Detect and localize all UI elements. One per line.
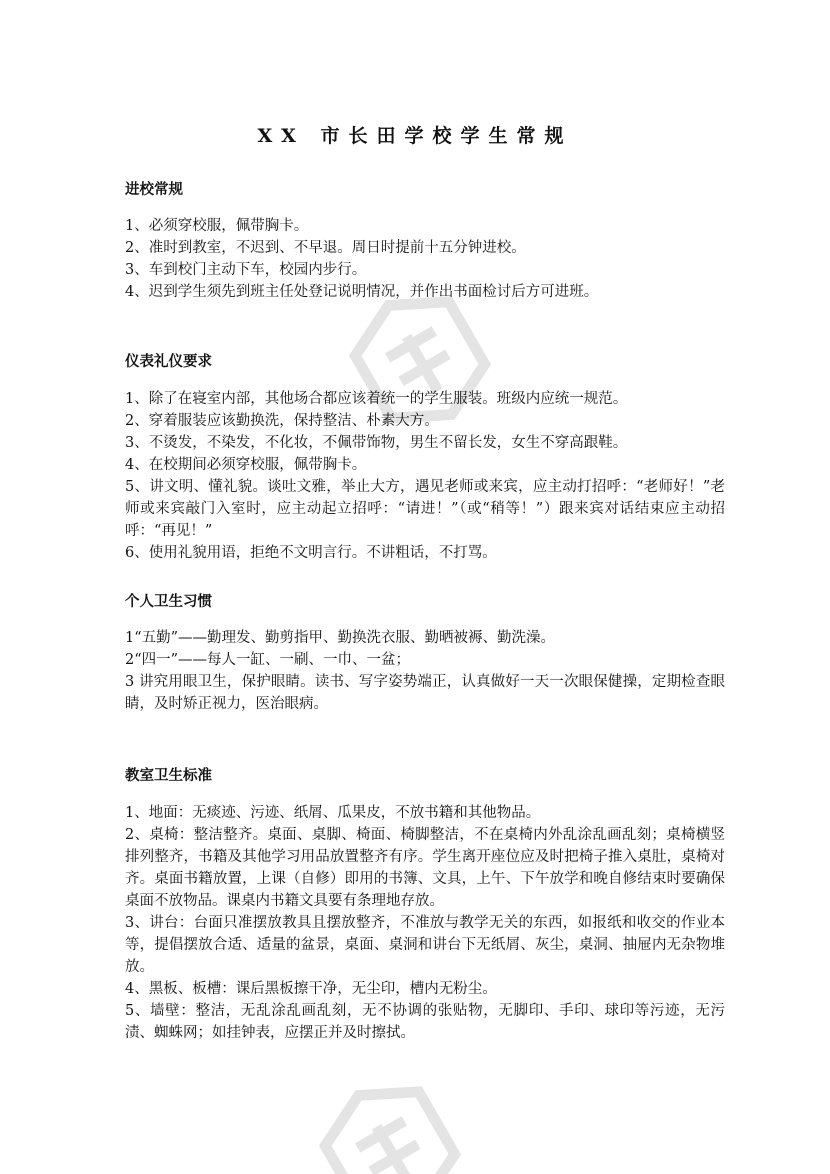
item-list	[125, 215, 725, 303]
section-heading: 仪表礼仪要求	[125, 354, 212, 370]
section-entry-rules	[125, 180, 725, 303]
item-list	[125, 388, 725, 564]
section-classroom-hygiene	[125, 766, 725, 1044]
list-item: 1、除了在寝室内部，其他场合都应该着统一的学生服装。班级内应统一规范。	[125, 391, 628, 407]
list-item: 2、准时到教室，不迟到、不早退。周日时提前十五分钟进校。	[125, 240, 526, 256]
list-item: 4、在校期间必须穿校服，佩带胸卡。	[125, 457, 367, 473]
list-item: 2“四一”——每人一缸、一刷、一巾、一盆；	[125, 652, 411, 668]
item-list	[125, 627, 725, 715]
list-item: 1、必须穿校服，佩带胸卡。	[125, 218, 309, 234]
watermark-icon	[300, 1060, 480, 1174]
list-item: 1“五勤”——勤理发、勤剪指甲、勤换洗衣服、勤晒被褥、勤洗澡。	[125, 630, 556, 646]
list-item: 2、桌椅：整洁整齐。桌面、桌脚、椅面、椅脚整洁，不在桌椅内外乱涂乱画乱刻；桌椅横竖排列整齐，书籍及其他学习用品放置整齐有序。学生离开座位应及时把椅子推入桌肚，桌椅对齐。桌面书籍放置，上课（自修）即用的书簿、文具，上午、下午放学和晚自修结束时要确保桌面不放物品。课桌内书籍文具要有条理地存放。	[125, 827, 725, 909]
section-appearance-etiquette	[125, 352, 725, 564]
section-personal-hygiene	[125, 592, 725, 715]
section-heading: 教室卫生标准	[125, 768, 212, 784]
list-item: 3 讲究用眼卫生，保护眼睛。读书、写字姿势端正，认真做好一天一次眼保健操，定期检查眼睛，及时矫正视力，医治眼病。	[125, 674, 725, 712]
item-list	[125, 802, 725, 1044]
list-item: 5、墙壁：整洁，无乱涂乱画乱刻，无不协调的张贴物，无脚印、手印、球印等污迹，无污渍、蜘蛛网；如挂钟表，应摆正并及时擦拭。	[125, 1003, 725, 1041]
list-item: 3、讲台：台面只准摆放教具且摆放整齐，不准放与教学无关的东西，如报纸和收交的作业本等，提倡摆放合适、适量的盆景，桌面、桌洞和讲台下无纸屑、灰尘，桌洞、抽屉内无杂物堆放。	[125, 915, 725, 975]
list-item: 2、穿着服装应该勤换洗，保持整洁、朴素大方。	[125, 413, 439, 429]
list-item: 5、讲文明、懂礼貌。谈吐文雅，举止大方，遇见老师或来宾，应主动打招呼：“老师好！”老师或来宾敲门入室时，应主动起立招呼：“请进！”（或“稍等！”）跟来宾对话结束应主动招呼：“再见！”	[125, 479, 725, 539]
list-item: 4、迟到学生须先到班主任处登记说明情况，并作出书面检讨后方可进班。	[125, 284, 599, 300]
section-heading: 个人卫生习惯	[125, 594, 212, 610]
list-item: 3、不烫发，不染发，不化妆，不佩带饰物，男生不留长发，女生不穿高跟鞋。	[125, 435, 628, 451]
list-item: 3、车到校门主动下车，校园内步行。	[125, 262, 367, 278]
list-item: 6、使用礼貌用语，拒绝不文明言行。不讲粗话，不打骂。	[125, 545, 497, 561]
list-item: 1、地面：无痰迹、污迹、纸屑、瓜果皮，不放书籍和其他物品。	[125, 805, 541, 821]
page-title: XX 市长田学校学生常规	[257, 125, 573, 147]
list-item: 4、黑板、板槽：课后黑板擦干净，无尘印，槽内无粉尘。	[125, 981, 497, 997]
section-heading: 进校常规	[125, 182, 183, 198]
